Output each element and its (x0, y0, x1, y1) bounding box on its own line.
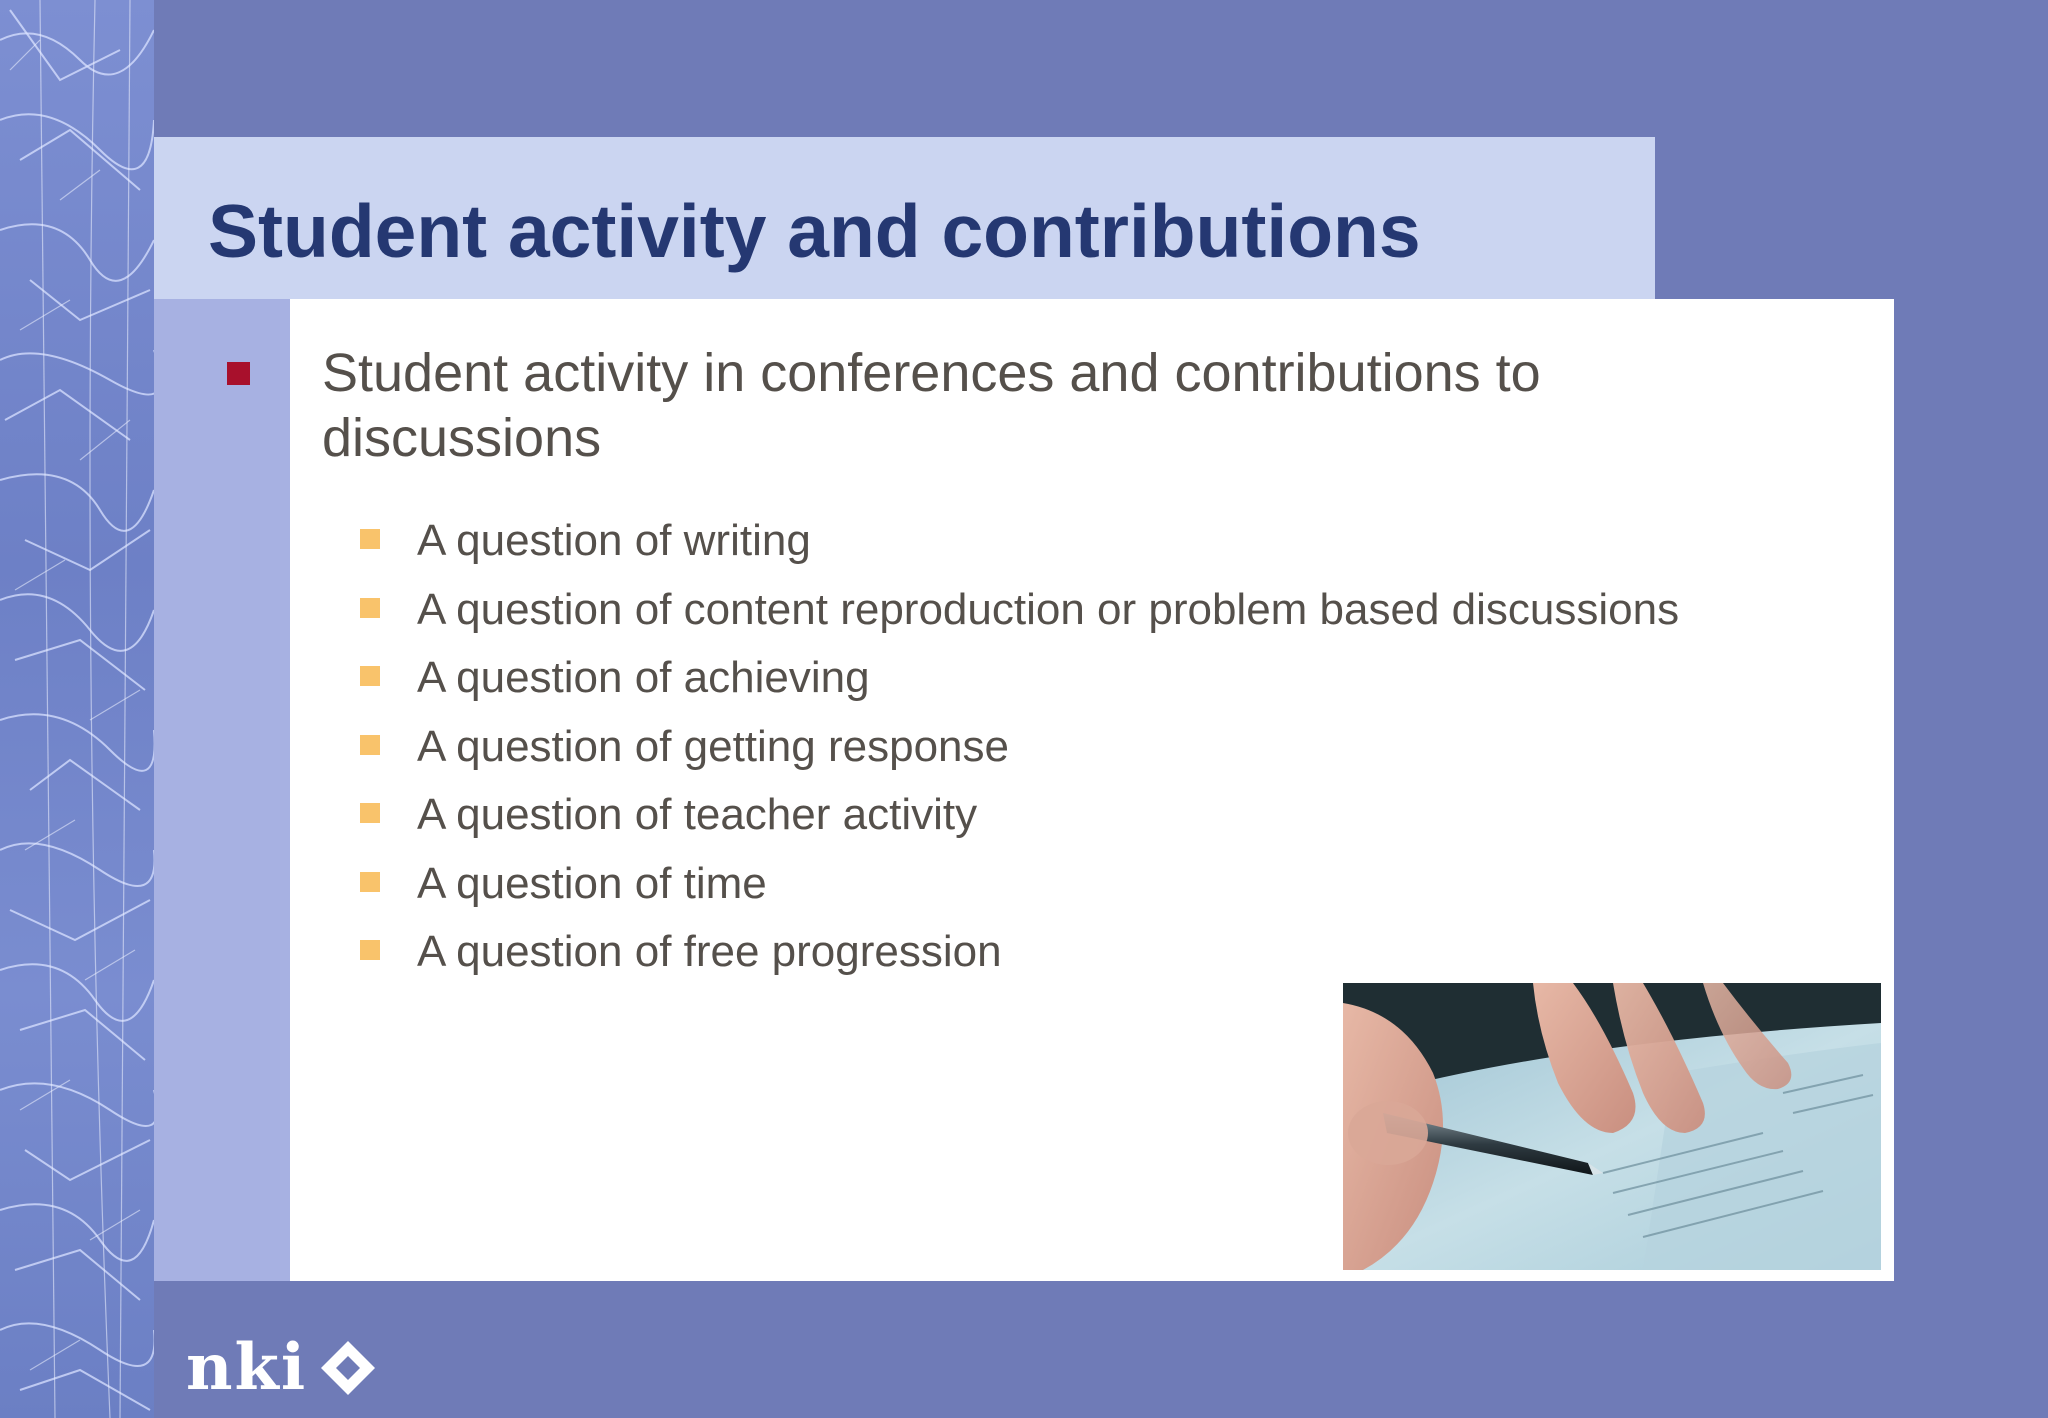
sub-bullet-marker (360, 598, 380, 618)
sub-bullet-text: A question of achieving (417, 653, 870, 702)
sub-bullet-text: A question of time (417, 858, 767, 908)
left-accent-panel (154, 299, 290, 1281)
photo-illustration (1343, 983, 1881, 1270)
sub-bullet-text: A question of writing (417, 516, 811, 565)
list-item (360, 507, 1679, 576)
sub-bullet-list (360, 507, 1679, 987)
diamond-logo-icon (319, 1339, 377, 1397)
sub-bullet-marker (360, 872, 380, 892)
list-item (360, 781, 1679, 850)
list-item (360, 576, 1679, 645)
frost-branches-pattern (0, 0, 154, 1418)
decorative-side-strip (0, 0, 154, 1418)
list-item (360, 644, 1679, 713)
logo-text: nki (186, 1330, 308, 1405)
sub-bullet-marker (360, 803, 380, 823)
sub-bullet-text: A question of content reproduction or problem based discussions (417, 584, 1680, 634)
sub-bullet-marker (360, 529, 380, 549)
nki-logo (186, 1330, 377, 1405)
main-bullet-text: Student activity in conferences and contributions to discussions (322, 343, 1541, 468)
list-item (360, 918, 1679, 987)
sub-bullet-text: A question of teacher activity (417, 790, 978, 839)
sub-bullet-text: A question of getting response (417, 721, 1009, 771)
hand-writing-photo (1343, 983, 1881, 1270)
slide-title: Student activity and contributions (208, 189, 1421, 273)
sub-bullet-marker (360, 735, 380, 755)
main-bullet-marker (227, 362, 250, 385)
list-item (360, 850, 1679, 919)
sub-bullet-text: A question of free progression (417, 927, 1002, 976)
sub-bullet-marker (360, 940, 380, 960)
list-item (360, 713, 1679, 782)
sub-bullet-marker (360, 666, 380, 686)
